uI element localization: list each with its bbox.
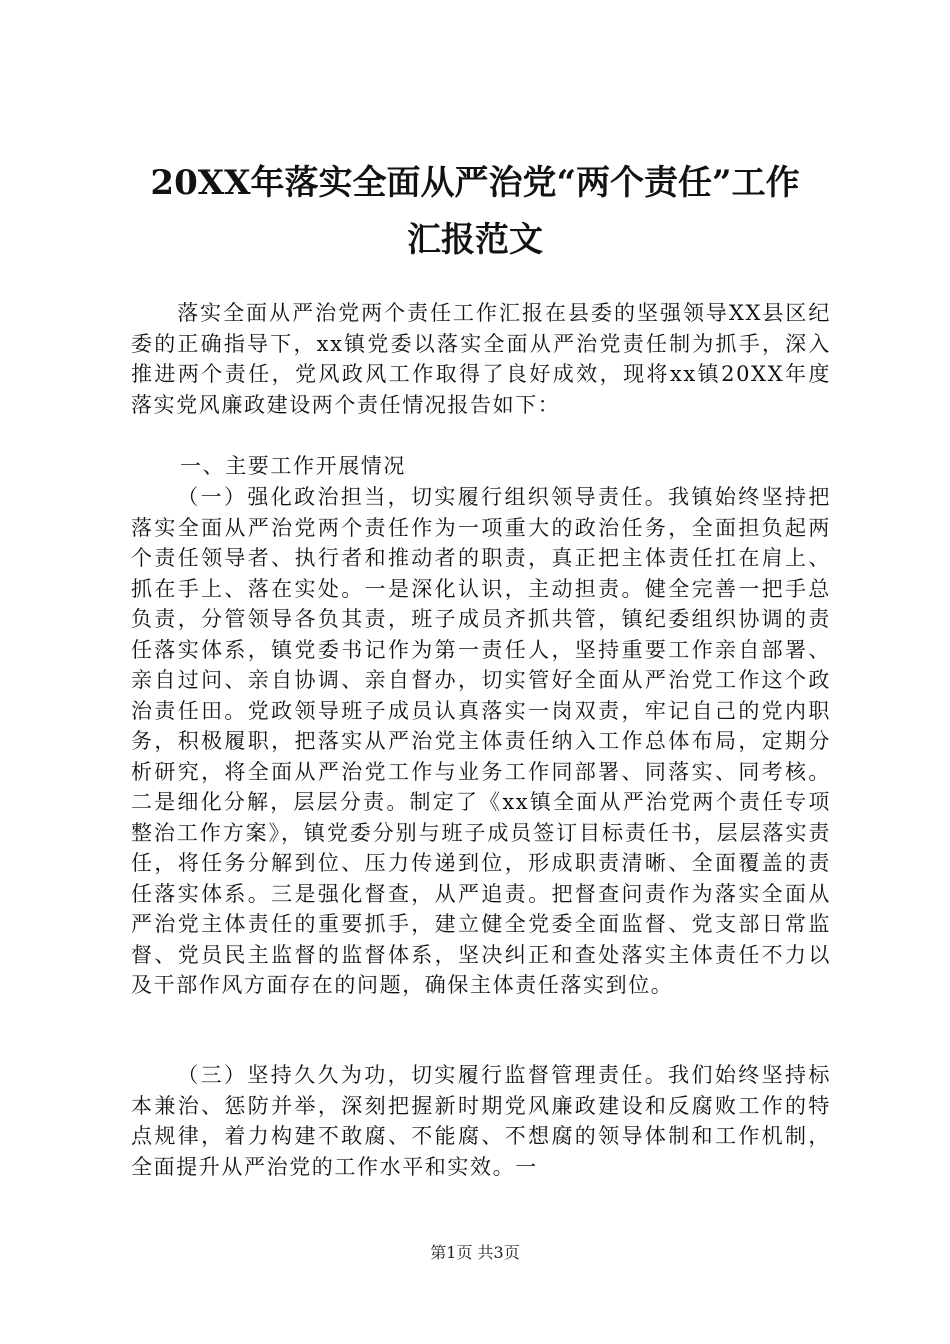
paragraph-1: （一）强化政治担当，切实履行组织领导责任。我镇始终坚持把落实全面从严治党两个责任作为一项重大的政治任务，全面担负起两个责任领导者、执行者和推动者的职责，真正把主体责任扛在肩上、抓在手上、落在实处。一是深化认识，主动担责。健全完善一把手总负责，分管领导各负其责，班子成员齐抓共管，镇纪委组织协调的责任落实体系，镇党委书记作为第一责任人，坚持重要工作亲自部署、亲自过问、亲自协调、亲自督办，切实管好全面从严治党工作这个政治责任田。党政领导班子成员认真落实一岗双责，牢记自己的党内职务，积极履职，把落实从严治党主体责任纳入工作总体布局，定期分析研究，将全面从严治党工作与业务工作同部署、同落实、同考核。二是细化分解，层层分责。制定了《xx镇全面从严治党两个责任专项整治工作方案》，镇党委分别与班子成员签订目标责任书，层层落实责任，将任务分解到位、压力传递到位，形成职责清晰、全面覆盖的责任落实体系。三是强化督查，从严追责。把督查问责作为落实全面从严治党主体责任的重要抓手，建立健全党委全面监督、党支部日常监督、党员民主监督的监督体系，坚决纠正和查处落实主体责任不力以及干部作风方面存在的问题，确保主体责任落实到位。 xyxy=(131,485,831,997)
intro-paragraph: 落实全面从严治党两个责任工作汇报在县委的坚强领导XX县区纪委的正确指导下，xx镇党委以落实全面从严治党责任制为抓手，深入推进两个责任，党风政风工作取得了良好成效，现将xx镇20XX年度落实党风廉政建设两个责任情况报告如下： xyxy=(131,301,831,417)
paragraph-2-block xyxy=(131,1060,831,1182)
section-heading: 一、主要工作开展情况 xyxy=(180,454,406,478)
paragraph-2: （三）坚持久久为功，切实履行监督管理责任。我们始终坚持标本兼治、惩防并举，深刻把握新时期党风廉政建设和反腐败工作的特点规律，着力构建不敢腐、不能腐、不想腐的领导体制和工作机制，全面提升从严治党的工作水平和实效。一 xyxy=(131,1063,831,1179)
document-title-line1: 20XX年落实全面从严治党“两个责任”工作 xyxy=(150,163,800,203)
paragraph-1-block xyxy=(131,482,831,1001)
document-title-line2: 汇报范文 xyxy=(407,220,543,260)
page-footer: 第1页 共3页 xyxy=(430,1243,520,1262)
intro-paragraph-block xyxy=(131,298,831,420)
